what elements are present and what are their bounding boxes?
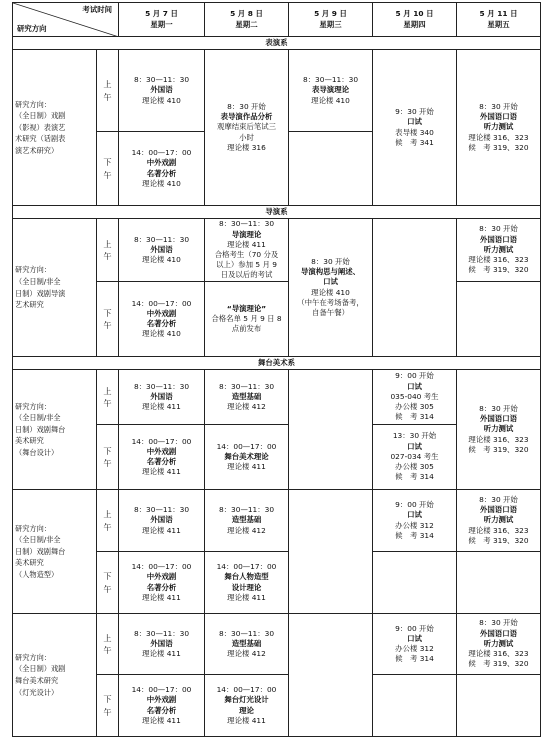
empty-slot-cell: [373, 675, 457, 737]
research-direction-cell: 研究方向： （全日制/非全 日制）戏剧导演 艺术研究: [13, 219, 97, 357]
exam-subject: 外国语: [150, 638, 173, 648]
research-direction-cell: 研究方向： （全日制/非全 日制）戏剧舞台 美术研究 （舞台设计）: [13, 370, 97, 490]
exam-detail: 候 考 319、320: [468, 265, 529, 275]
exam-detail: 理论楼 316: [227, 142, 266, 152]
exam-detail: 合格考生（70 分及: [214, 250, 279, 259]
exam-slot-cell: [205, 50, 289, 206]
exam-subject: 外国语口语: [480, 112, 517, 122]
exam-slot-cell: [205, 675, 289, 737]
exam-subject: 理论: [239, 705, 254, 715]
exam-slot-cell: [205, 490, 289, 552]
exam-detail: 理论楼 410: [142, 255, 181, 265]
exam-detail: 候 考 319、320: [468, 659, 529, 669]
exam-subject: 表导演作品分析: [220, 112, 273, 122]
exam-detail: 027-034 考生: [390, 451, 439, 461]
exam-subject: 舞台人物造型: [224, 572, 269, 582]
exam-detail: 8：30 开始: [227, 101, 266, 111]
exam-detail: 8：30 开始: [479, 101, 518, 111]
exam-slot-cell: [457, 50, 541, 206]
exam-detail: 办公楼 312: [395, 520, 434, 530]
exam-slot-cell: [373, 490, 457, 552]
exam-subject: 外国语: [150, 244, 173, 254]
exam-subject: 设计理论: [231, 582, 262, 592]
exam-slot-cell: [119, 219, 205, 282]
exam-detail: 理论楼 411: [227, 592, 266, 602]
schedule-row: [13, 490, 541, 552]
exam-detail: 8：30—11：30: [133, 234, 190, 244]
exam-detail: 日及以后的考试: [220, 270, 273, 280]
exam-detail: 8：30—11：30: [133, 75, 190, 85]
morning-label: 上 午: [97, 490, 119, 552]
exam-detail: 理论楼 411: [227, 239, 266, 249]
exam-slot-cell: [119, 490, 205, 552]
morning-label: 上 午: [97, 370, 119, 425]
dept-title: 舞台美术系: [13, 357, 541, 370]
exam-detail: 8：30—11：30: [133, 381, 190, 391]
exam-detail: 理论楼 316、323: [468, 255, 529, 265]
exam-detail: 14：00—17：00: [131, 436, 192, 446]
exam-slot-cell: [457, 490, 541, 552]
exam-detail: 8：30—11：30: [218, 219, 275, 229]
morning-label: 上 午: [97, 614, 119, 675]
exam-detail: 8：30 开始: [479, 224, 518, 234]
exam-detail: 小时: [239, 132, 254, 142]
exam-detail: 8：30 开始: [479, 618, 518, 628]
exam-subject: 名著分析: [146, 168, 177, 178]
empty-slot-cell: [373, 552, 457, 614]
dept-row: [13, 206, 541, 219]
schedule-row: [13, 50, 541, 132]
exam-detail: 8：30 开始: [479, 403, 518, 413]
exam-schedule-table: [12, 2, 541, 737]
exam-subject: 口试: [407, 510, 422, 520]
afternoon-label: 下 午: [97, 675, 119, 737]
exam-detail: 理论楼 411: [142, 715, 181, 725]
exam-detail: 候 考 314: [395, 530, 434, 540]
exam-detail: 表导楼 340: [395, 127, 434, 137]
dept-title: 表演系: [13, 37, 541, 50]
empty-slot-cell: [289, 370, 373, 490]
exam-slot-cell: [205, 425, 289, 490]
exam-subject: 中外戏剧: [146, 446, 177, 456]
exam-detail: 理论楼 411: [227, 715, 266, 725]
research-direction-cell: 研究方向： （全日制/非全 日制）戏剧舞台 美术研究 （人物造型）: [13, 490, 97, 614]
exam-slot-cell: [457, 219, 541, 282]
exam-detail: 9：00 开始: [395, 623, 434, 633]
exam-detail: 理论楼 411: [142, 467, 181, 477]
exam-subject: 外国语口语: [480, 234, 517, 244]
exam-detail: 8：30—11：30: [302, 75, 359, 85]
exam-detail: 14：00—17：00: [131, 562, 192, 572]
exam-detail: 8：30—11：30: [133, 505, 190, 515]
exam-subject: 口试: [407, 117, 422, 127]
exam-slot-cell: [119, 282, 205, 357]
exam-detail: 14：00—17：00: [131, 148, 192, 158]
exam-detail: 理论楼 316、323: [468, 132, 529, 142]
exam-subject: 造型基础: [231, 391, 262, 401]
exam-subject: 听力测试: [483, 122, 514, 132]
exam-subject: 听力测试: [483, 638, 514, 648]
exam-subject: 舞台美术理论: [224, 451, 269, 461]
exam-detail: 办公楼 305: [395, 462, 434, 472]
exam-detail: 合格名单 5 月 9 日 8: [211, 313, 282, 323]
exam-detail: 办公楼 305: [395, 402, 434, 412]
exam-slot-cell: [373, 50, 457, 206]
exam-detail: 8：30 开始: [311, 256, 350, 266]
exam-subject: 口试: [407, 381, 422, 391]
exam-detail: 13：30 开始: [392, 431, 437, 441]
exam-detail: 候 考 314: [395, 472, 434, 482]
exam-slot-cell: [289, 219, 373, 357]
exam-detail: 14：00—17：00: [216, 562, 277, 572]
day-header-1: 5 月 8 日 星期二: [205, 3, 289, 37]
exam-detail: 8：30—11：30: [218, 381, 275, 391]
exam-detail: 理论楼 412: [227, 402, 266, 412]
exam-detail: 以上）参加 5 月 9: [216, 260, 277, 270]
exam-subject: 外国语口语: [480, 414, 517, 424]
exam-slot-cell: [205, 219, 289, 282]
exam-detail: 理论楼 410: [311, 287, 350, 297]
exam-detail: 8：30 开始: [479, 494, 518, 504]
exam-subject: 导演理论: [231, 229, 262, 239]
exam-slot-cell: [373, 370, 457, 425]
schedule-body: [13, 37, 541, 737]
exam-subject: 名著分析: [146, 457, 177, 466]
exam-slot-cell: [119, 370, 205, 425]
exam-detail: 理论楼 411: [142, 649, 181, 659]
exam-detail: 8：30—11：30: [133, 628, 190, 638]
exam-subject: 口试: [323, 277, 338, 287]
exam-detail: 候 考 319、320: [468, 535, 529, 545]
morning-label: 上 午: [97, 219, 119, 282]
dept-title: 导演系: [13, 206, 541, 219]
exam-subject: 造型基础: [231, 515, 262, 525]
day-header-3: 5 月 10 日 星期四: [373, 3, 457, 37]
schedule-row: [13, 614, 541, 675]
header-corner-cell: [13, 3, 119, 37]
exam-detail: 候 考 319、320: [468, 142, 529, 152]
exam-subject: 听力测试: [483, 244, 514, 254]
afternoon-label: 下 午: [97, 132, 119, 206]
exam-subject: 口试: [407, 633, 422, 643]
afternoon-label: 下 午: [97, 552, 119, 614]
empty-slot-cell: [457, 675, 541, 737]
exam-slot-cell: [373, 614, 457, 675]
exam-slot-cell: [457, 370, 541, 490]
exam-detail: 候 考 341: [395, 137, 434, 147]
exam-slot-cell: [205, 282, 289, 357]
exam-detail: 理论楼 410: [311, 95, 350, 105]
exam-subject: 中外戏剧: [146, 158, 177, 168]
exam-detail: 观摩结束后笔试三: [216, 122, 277, 132]
exam-detail: 点前发布: [231, 324, 262, 334]
exam-slot-cell: [119, 425, 205, 490]
exam-detail: （中午在考场备考，: [297, 297, 364, 307]
exam-detail: 理论楼 412: [227, 525, 266, 535]
afternoon-label: 下 午: [97, 425, 119, 490]
day-header-0: 5 月 7 日 星期一: [119, 3, 205, 37]
exam-subject: 口试: [407, 441, 422, 451]
exam-detail: 9：00 开始: [395, 500, 434, 510]
exam-slot-cell: [205, 552, 289, 614]
exam-detail: 理论楼 316、323: [468, 649, 529, 659]
exam-subject: 名著分析: [146, 319, 177, 328]
exam-subject: 造型基础: [231, 638, 262, 648]
exam-slot-cell: [205, 614, 289, 675]
exam-detail: 理论楼 412: [227, 649, 266, 659]
exam-subject: 外国语: [150, 391, 173, 401]
empty-slot-cell: [289, 490, 373, 614]
exam-detail: 理论楼 410: [142, 178, 181, 188]
exam-subject: 外国语口语: [480, 505, 517, 515]
exam-detail: 理论楼 410: [142, 95, 181, 105]
exam-detail: 9：30 开始: [395, 107, 434, 117]
morning-label: 上 午: [97, 50, 119, 132]
dept-row: [13, 37, 541, 50]
exam-slot-cell: [119, 552, 205, 614]
exam-subject: 导演构思与阐述、: [300, 267, 361, 277]
exam-detail: 理论楼 411: [142, 592, 181, 602]
exam-subject: 听力测试: [483, 515, 514, 525]
empty-slot-cell: [289, 614, 373, 737]
exam-subject: 名著分析: [146, 582, 177, 592]
empty-slot-cell: [289, 132, 373, 206]
empty-slot-cell: [457, 552, 541, 614]
schedule-row: [13, 370, 541, 425]
exam-slot-cell: [457, 614, 541, 675]
exam-slot-cell: [373, 425, 457, 490]
empty-slot-cell: [373, 219, 457, 357]
exam-subject: 表导演理论: [312, 85, 349, 95]
exam-slot-cell: [119, 132, 205, 206]
afternoon-label: 下 午: [97, 282, 119, 357]
header-direction-label: 研究方向: [17, 23, 47, 33]
exam-detail: 候 考 314: [395, 654, 434, 664]
exam-subject: 舞台灯光设计: [224, 695, 269, 705]
exam-subject: 外国语: [150, 85, 173, 95]
exam-subject: 听力测试: [483, 424, 514, 434]
exam-slot-cell: [119, 614, 205, 675]
exam-detail: 理论楼 410: [142, 329, 181, 339]
exam-detail: 理论楼 316、323: [468, 525, 529, 535]
exam-detail: 14：00—17：00: [216, 685, 277, 695]
exam-detail: 候 考 319、320: [468, 444, 529, 454]
research-direction-cell: 研究方向： （全日制）戏剧 舞台美术研究 （灯光设计）: [13, 614, 97, 737]
exam-detail: 候 考 314: [395, 412, 434, 422]
schedule-row: [13, 219, 541, 282]
exam-slot-cell: [119, 675, 205, 737]
header-row: [13, 3, 541, 37]
exam-subject: 外国语口语: [480, 628, 517, 638]
exam-detail: 9：00 开始: [395, 371, 434, 381]
exam-slot-cell: [289, 50, 373, 132]
exam-subject: 中外戏剧: [146, 572, 177, 582]
day-header-4: 5 月 11 日 星期五: [457, 3, 541, 37]
exam-detail: 理论楼 411: [142, 402, 181, 412]
exam-detail: 14：00—17：00: [131, 685, 192, 695]
exam-detail: 14：00—17：00: [131, 298, 192, 308]
exam-detail: 自备午餐）: [312, 307, 349, 317]
exam-detail: 理论楼 411: [227, 462, 266, 472]
day-header-2: 5 月 9 日 星期三: [289, 3, 373, 37]
exam-detail: 14：00—17：00: [216, 441, 277, 451]
exam-subject: “导演理论”: [226, 303, 267, 313]
exam-detail: 理论楼 316、323: [468, 434, 529, 444]
exam-subject: 中外戏剧: [146, 695, 177, 705]
exam-subject: 中外戏剧: [146, 308, 177, 318]
research-direction-cell: 研究方向： （全日制）戏剧 （影视）表演艺 术研究（话剧表 演艺术研究）: [13, 50, 97, 206]
exam-subject: 外国语: [150, 515, 173, 525]
dept-row: [13, 357, 541, 370]
exam-slot-cell: [205, 370, 289, 425]
exam-detail: 理论楼 411: [142, 525, 181, 535]
exam-slot-cell: [119, 50, 205, 132]
exam-detail: 035-040 考生: [390, 391, 439, 401]
header-time-label: 考试时间: [82, 5, 112, 14]
exam-subject: 名著分析: [146, 705, 177, 715]
exam-detail: 办公楼 312: [395, 644, 434, 653]
exam-detail: 8：30—11：30: [218, 505, 275, 515]
exam-detail: 8：30—11：30: [218, 628, 275, 638]
empty-slot-cell: [457, 282, 541, 357]
